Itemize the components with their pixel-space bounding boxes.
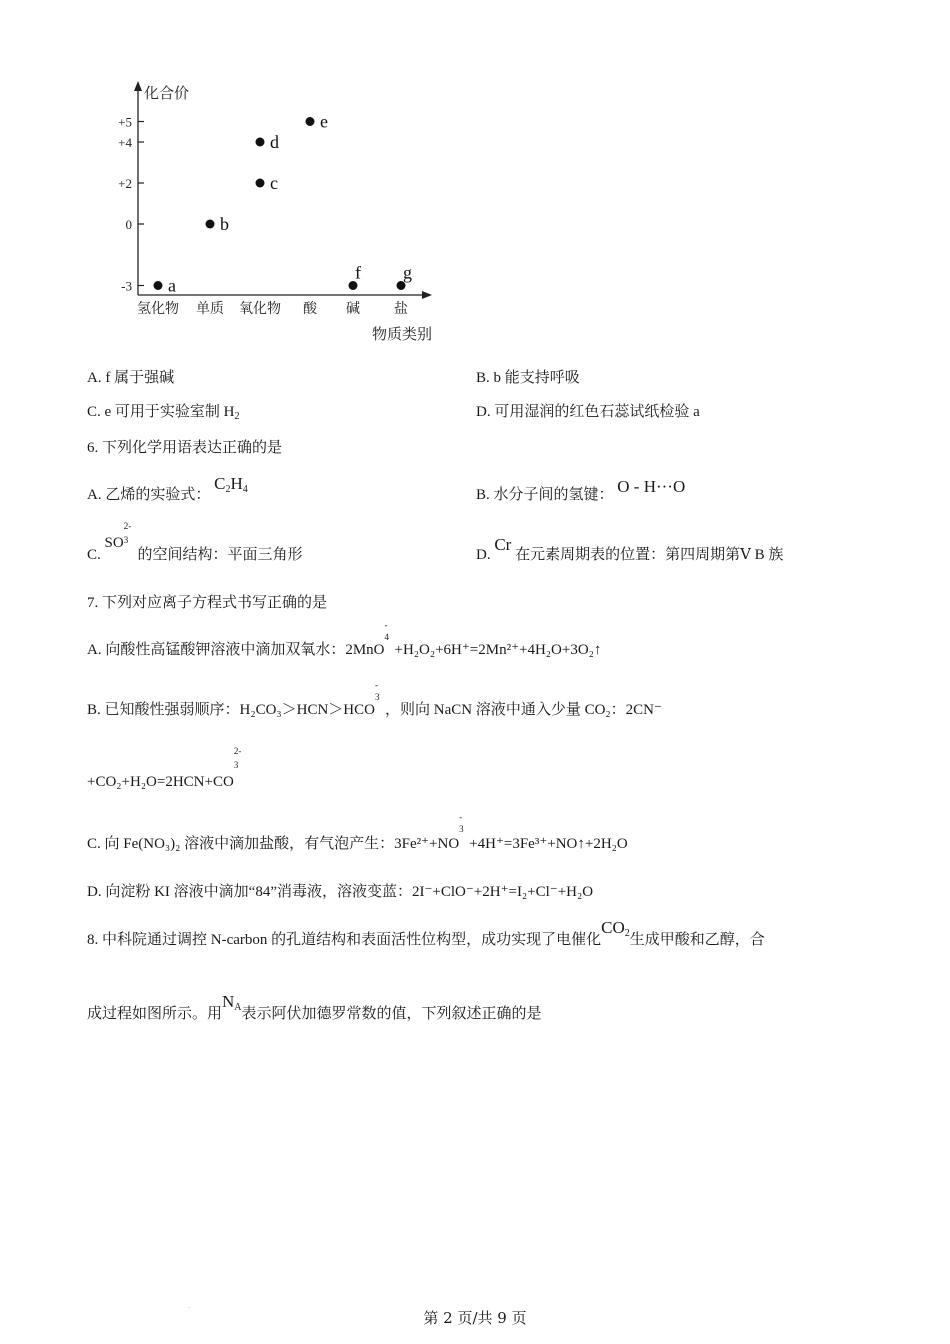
ethylene-c: C: [214, 474, 226, 493]
x-category-label: 氧化物: [239, 301, 281, 317]
q5-option-d: D. 可用湿润的红色石蕊试纸检验 a: [476, 404, 700, 420]
sulfite-formula: [104, 521, 134, 551]
avogadro-symbol: [222, 992, 242, 1011]
data-point-b: [206, 220, 215, 229]
x-category-label: 单质: [196, 301, 224, 317]
q6-option-c-text: 的空间结构：平面三角形: [137, 547, 303, 563]
q7-b2-charge: 2-: [233, 746, 242, 756]
point-label-a: a: [168, 275, 176, 296]
q7-option-a-text: A. 向酸性高锰酸钾溶液中滴加双氧水：2MnO: [87, 642, 385, 658]
q8-line2-text: 成过程如图所示。用: [87, 1006, 223, 1022]
q8-stem-line2: [87, 992, 542, 1024]
q7-option-b-equation: ，则向 NaCN 溶液中通入少量 CO₂：2CN⁻: [384, 702, 662, 718]
y-tick-label: +5: [118, 114, 132, 130]
point-label-b: b: [220, 214, 229, 234]
q8-stem-line1: [87, 918, 765, 950]
q7-option-d: D. 向淀粉 KI 溶液中滴加“84”消毒液，溶液变蓝：2I⁻+ClO⁻+2H⁺=I₂+Cl⁻+H₂O: [87, 884, 594, 900]
q6-option-c-label: C.: [87, 547, 101, 563]
q6-option-a: [87, 474, 248, 505]
q6-option-b-text: B. 水分子间的氢键：: [476, 487, 614, 503]
point-label-g: g: [403, 262, 412, 283]
avogadro-sub: A: [234, 1002, 242, 1013]
q5-option-c-sub: 2: [234, 411, 240, 422]
point-label-f: f: [355, 262, 361, 283]
ethylene-formula: [214, 474, 248, 493]
data-point-c: [256, 179, 265, 188]
q6-option-c: [87, 521, 303, 564]
footer-dot: ·: [188, 1305, 190, 1312]
x-category-label: 酸: [303, 301, 317, 317]
q7-option-c-equation: +4H⁺=3Fe³⁺+NO↑+2H₂O: [469, 836, 628, 852]
q5-option-c-text: C. e 可用于实验室制 H: [87, 404, 235, 420]
sulfite-so: SO: [104, 535, 124, 551]
y-tick-label: +4: [118, 135, 132, 150]
q7-c-charge: -: [459, 812, 463, 822]
q6-option-d-label: D.: [476, 547, 491, 563]
q7-c-sub: 3: [459, 824, 464, 834]
q7-b-charge: -: [374, 680, 378, 690]
q5-option-b: B. b 能支持呼吸: [476, 370, 580, 386]
point-label-c: c: [270, 173, 278, 193]
q8-stem-text: 8. 中科院通过调控 N-carbon 的孔道结构和表面活性位构型，成功实现了电催化: [87, 932, 602, 948]
avogadro-n: N: [222, 992, 235, 1011]
valence-chart: [100, 75, 460, 355]
q7-option-c-text: C. 向 Fe(NO₃)₂ 溶液中滴加盐酸，有气泡产生：3Fe²⁺+NO: [87, 836, 460, 852]
x-category-label: 氢化物: [137, 301, 179, 317]
q5-option-a: A. f 属于强碱: [87, 370, 175, 386]
q7-a-charge: -: [384, 620, 388, 630]
q6-option-d-text: 在元素周期表的位置：第四周期第Ⅴ B 族: [515, 547, 784, 563]
q7-b-sub: 3: [374, 692, 380, 702]
ethylene-h-sub: 4: [242, 484, 248, 495]
sulfite-sub: 3: [123, 535, 129, 545]
page-footer: 第 2 页/共 9 页: [423, 1309, 527, 1327]
q7-option-b-text: B. 已知酸性强弱顺序：H₂CO₃＞HCN＞HCO: [87, 702, 375, 718]
sulfite-charge: 2-: [123, 521, 132, 531]
q7-option-b: [87, 680, 662, 719]
q6-option-b: [476, 477, 686, 504]
q6-option-a-text: A. 乙烯的实验式：: [87, 487, 211, 503]
co2-co: CO: [601, 918, 625, 937]
data-point-d: [256, 138, 265, 147]
ethylene-c-sub: 2: [225, 484, 231, 495]
y-axis-label: 化合价: [144, 84, 190, 102]
q7-option-a-equation: +H₂O₂+6H⁺=2Mn²⁺+4H₂O+3O₂↑: [394, 642, 602, 658]
q8-line2-text-end: 表示阿伏加德罗常数的值，下列叙述正确的是: [241, 1006, 542, 1022]
q7-stem: 7. 下列对应离子方程式书写正确的是: [87, 595, 328, 611]
q7-a-sub: 4: [384, 632, 390, 642]
q7-option-a: [87, 620, 602, 659]
x-axis-label: 物质类别: [372, 325, 433, 343]
chromium-symbol: Cr: [494, 535, 512, 554]
q7-option-b2-text: +CO₂+H₂O=2HCN+CO: [87, 774, 234, 790]
y-tick-label: +2: [118, 176, 132, 191]
q7-option-c: [87, 812, 628, 853]
point-label-e: e: [320, 111, 328, 132]
q5-option-c: [87, 400, 240, 422]
point-label-d: d: [270, 132, 279, 152]
co2-formula: [601, 918, 630, 937]
data-point-a: [154, 281, 163, 290]
x-category-label: 碱: [346, 301, 360, 317]
x-category-label: 盐: [394, 301, 408, 317]
y-tick-label: -3: [121, 278, 132, 294]
q7-option-b-continued: [87, 746, 248, 791]
q6-stem: 6. 下列化学用语表达正确的是: [87, 440, 283, 456]
co2-sub: 2: [624, 928, 630, 939]
ethylene-h: H: [230, 474, 243, 493]
y-axis-arrow: [134, 81, 142, 91]
data-point-e: [306, 117, 315, 126]
x-axis-arrow: [422, 291, 432, 299]
y-tick-label: 0: [125, 217, 132, 232]
q7-b2-sub: 3: [233, 760, 239, 770]
q6-option-d: [476, 535, 784, 564]
hydrogen-bond-formula: O - H···O: [617, 477, 686, 496]
q8-stem-text-end: 生成甲酸和乙醇，合: [629, 932, 765, 948]
